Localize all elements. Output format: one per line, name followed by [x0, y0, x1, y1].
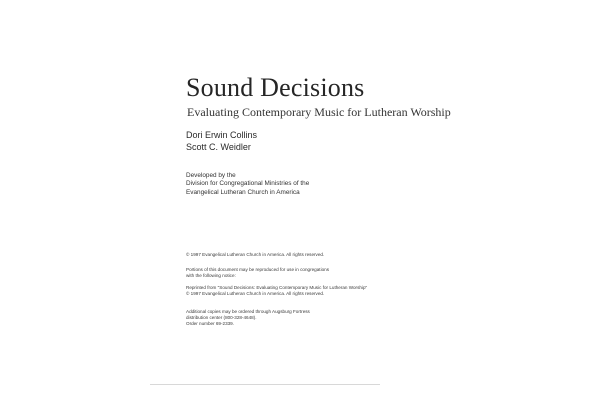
developed-by-line: Developed by the	[186, 172, 236, 179]
notice-line: © 1997 Evangelical Lutheran Church in America. All rights reserved.	[186, 291, 325, 297]
ordering-line: Additional copies may be ordered through Augsburg Fortress	[186, 309, 310, 314]
notice-line: Reprinted from "Sound Decisions: Evaluating Contemporary Music for Lutheran Worship"	[186, 285, 368, 290]
ordering-info	[186, 309, 310, 328]
document-subtitle: Evaluating Contemporary Music for Lutheran Worship	[187, 105, 451, 119]
author-list	[186, 129, 257, 153]
author-name: Dori Erwin Collins	[186, 130, 258, 140]
document-title: Sound Decisions	[186, 73, 365, 102]
copyright-notice: © 1997 Evangelical Lutheran Church in America. All rights reserved.	[186, 252, 325, 257]
notice-line: with the following notice:	[186, 273, 236, 279]
author-name: Scott C. Weidler	[186, 142, 251, 152]
developed-by-line: Division for Congregational Ministries of the	[186, 180, 310, 188]
notice-line: Portions of this document may be reproduced for use in congregations	[186, 267, 329, 272]
developed-by-block	[186, 172, 309, 197]
developed-by-line: Evangelical Lutheran Church in America	[186, 188, 300, 196]
reprint-notice	[186, 285, 367, 297]
scan-artifact	[150, 384, 380, 385]
ordering-line: distribution center (800-328-4648).	[186, 315, 257, 321]
reproduction-notice	[186, 267, 329, 279]
ordering-line: Order number 69-2339.	[186, 321, 235, 327]
